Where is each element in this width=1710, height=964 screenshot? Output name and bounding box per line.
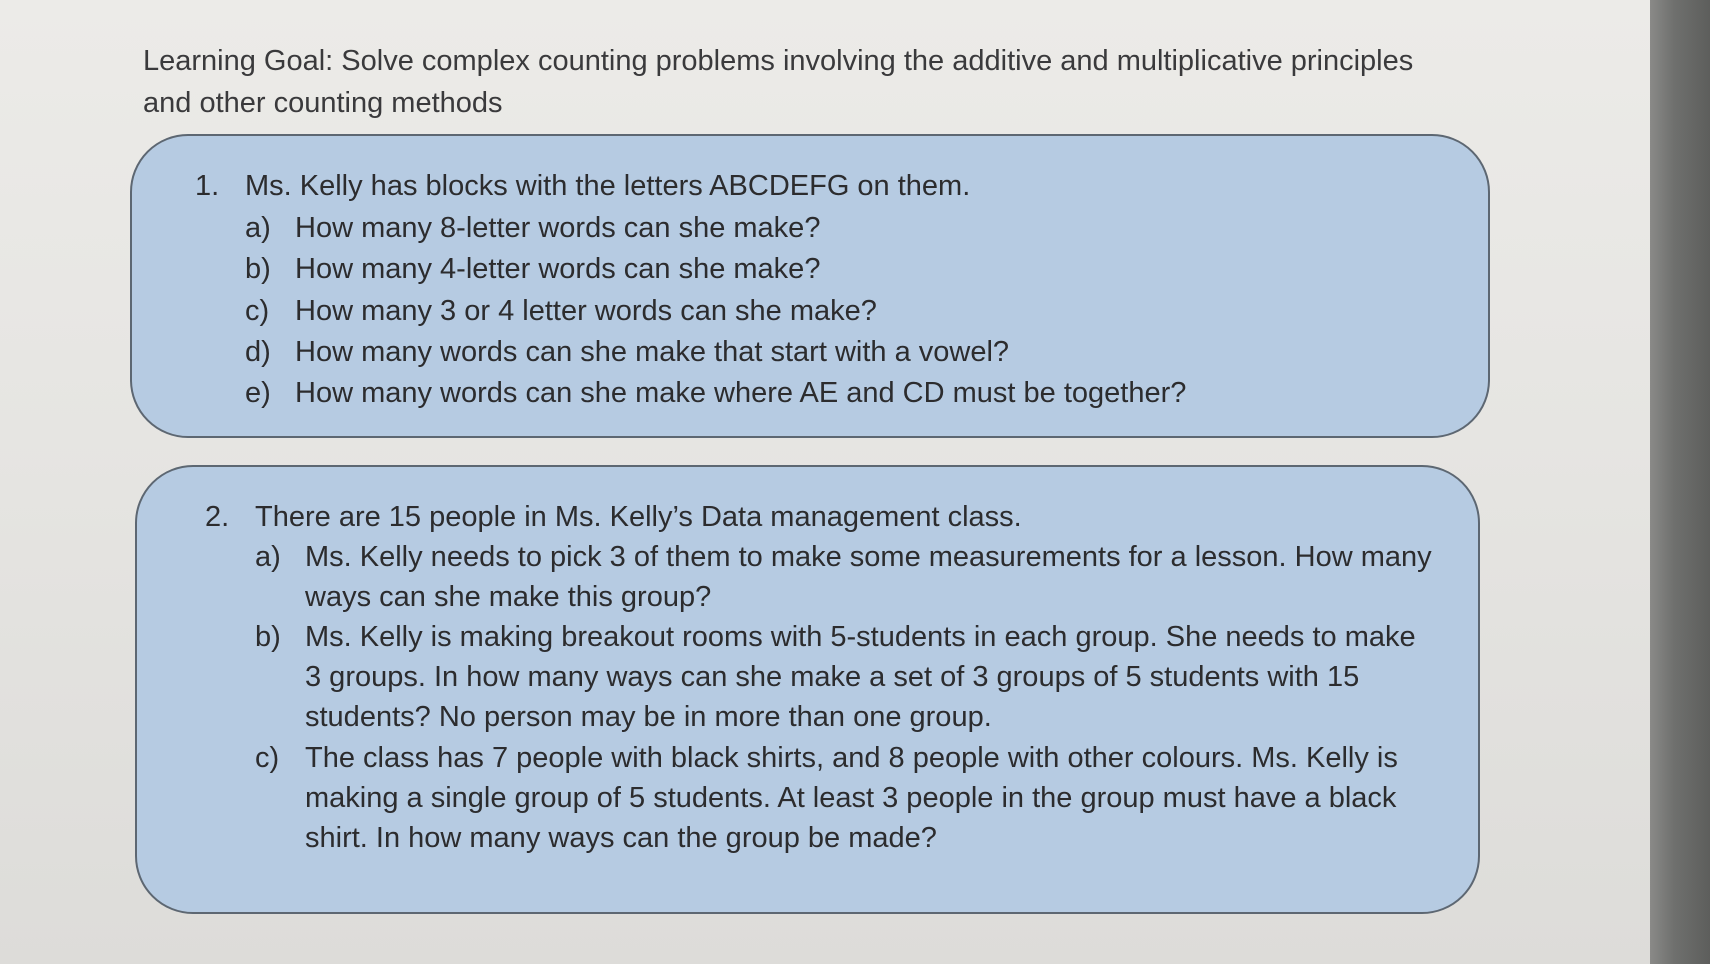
part-text: How many words can she make where AE and CD must be together? <box>295 377 1187 409</box>
part-letter: d) <box>245 336 271 368</box>
part-letter: b) <box>245 253 271 285</box>
part-text: How many words can she make that start with a vowel? <box>295 336 1010 368</box>
question-1-text: Ms. Kelly has blocks with the letters ABCDEFG on them. <box>245 170 971 202</box>
question-2-text: There are 15 people in Ms. Kelly’s Data management class. <box>255 501 1022 533</box>
part-letter: b) <box>255 621 281 653</box>
question-2-box <box>135 465 1480 914</box>
question-2-number: 2. <box>205 501 230 533</box>
question-1-box <box>130 134 1490 438</box>
part-text: Ms. Kelly needs to pick 3 of them to make some measurements for a lesson. How many ways can she make this group? <box>305 541 1432 613</box>
part-text: How many 8-letter words can she make? <box>295 212 821 244</box>
part-text: How many 4-letter words can she make? <box>295 253 821 285</box>
part-text: Ms. Kelly is making breakout rooms with 5-students in each group. She needs to make 3 groups. In how many ways can she make a set of 3 groups of 5 students with 15 students? No person may be in more than one group. <box>305 621 1416 733</box>
monitor-bezel <box>1650 0 1710 964</box>
part-letter: c) <box>245 295 270 327</box>
question-1-number: 1. <box>195 170 220 202</box>
part-letter: e) <box>245 377 271 409</box>
learning-goal: Learning Goal: Solve complex counting problems involving the additive and multiplicative principles and other counting methods <box>143 45 1414 119</box>
part-letter: a) <box>255 541 281 573</box>
part-letter: a) <box>245 212 271 244</box>
part-letter: c) <box>255 742 280 774</box>
part-text: The class has 7 people with black shirts, and 8 people with other colours. Ms. Kelly is making a single group of 5 students. At least 3 people in the group must have a black shirt. In how many ways can the group be made? <box>305 742 1398 854</box>
part-text: How many 3 or 4 letter words can she make? <box>295 295 877 327</box>
